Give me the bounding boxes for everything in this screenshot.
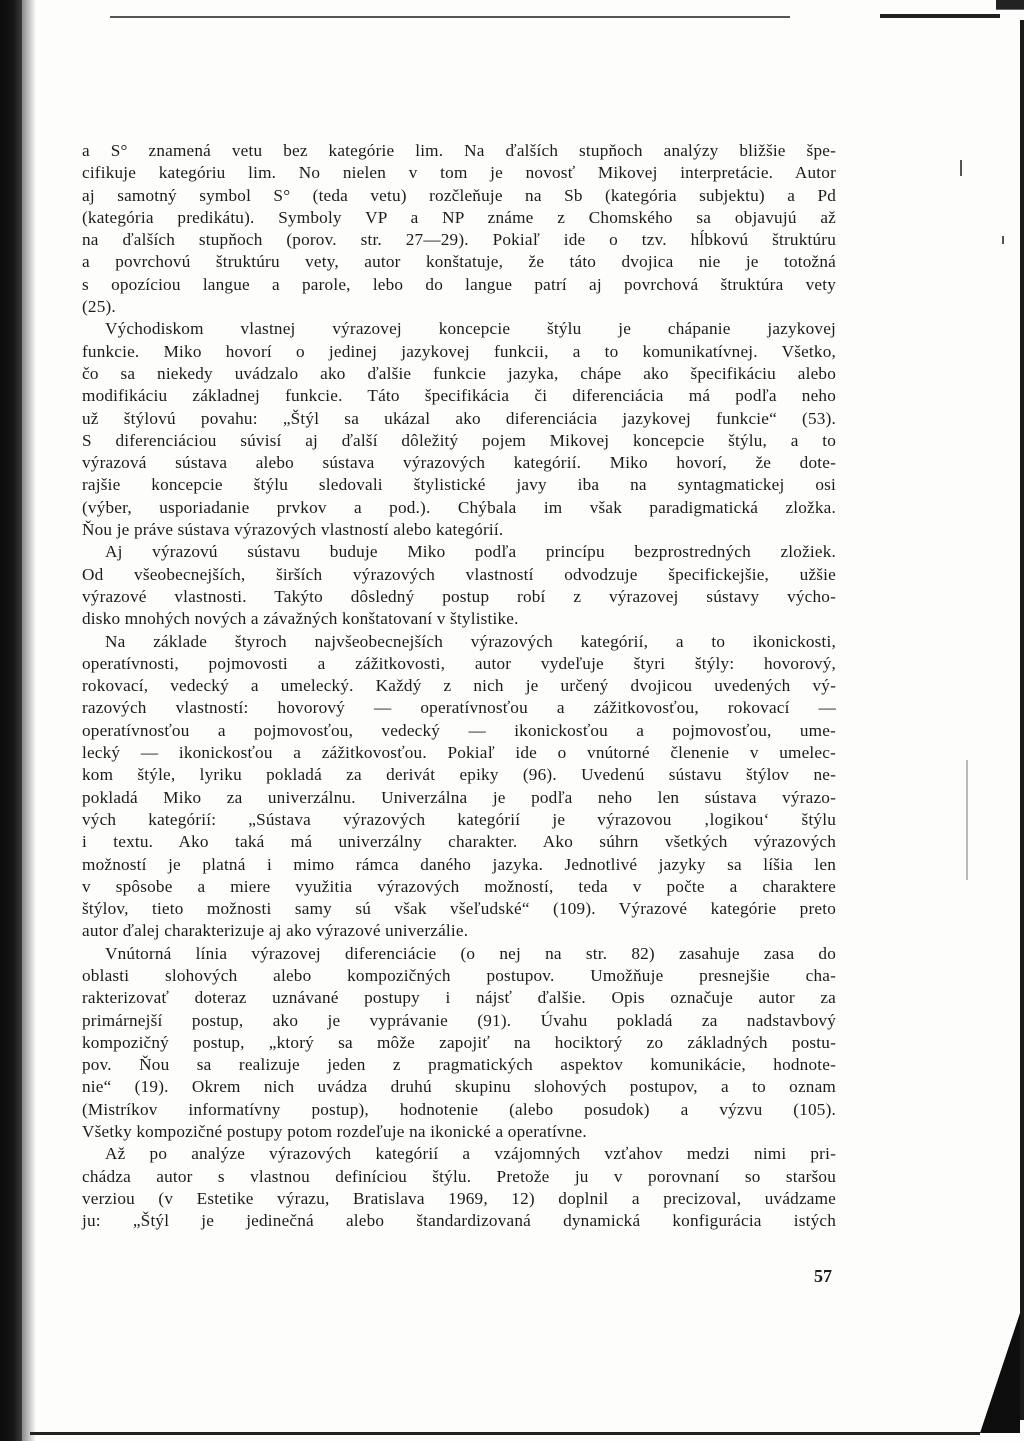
text-line: disko mnohých nových a závažných konštatovaní v štylistike. (82, 609, 519, 629)
text-line: Ňou je práve sústava výrazových vlastností alebo kategórií. (82, 520, 504, 540)
text-line: Od všeobecnejších, širších výrazových vlastností odvodzuje špecifickejšie, užšie (82, 564, 836, 584)
text-line: výrazová sústava alebo sústava výrazových kategórií. Miko hovorí, že dote- (82, 453, 836, 473)
text-line: operatívnosťou a pojmovosťou, vedecký — ikonickosťou a pojmovosťou, ume- (82, 720, 836, 740)
text-line: v spôsobe a miere využitia výrazových možností, teda v počte a charaktere (82, 876, 836, 896)
text-line: Na základe štyroch najvšeobecnejších výrazových kategórií, a to ikonickosti, (105, 631, 836, 651)
text-line: kompozičný postup, „ktorý sa môže zapojiť na hociktorý zo základných postu- (82, 1032, 836, 1052)
page-number: 57 (814, 1266, 832, 1286)
text-line: verziou (v Estetike výrazu, Bratislava 1969, 12) doplnil a precizoval, uvádzame (82, 1188, 836, 1208)
scan-edge-right (1020, 20, 1024, 1420)
text-line: oblasti slohových alebo kompozičných postupov. Umožňuje presnejšie cha- (82, 965, 836, 985)
scan-top-line (110, 16, 790, 18)
text-line: ju: „Štýl je jedinečná alebo štandardizovaná dynamická konfigurácia istých (82, 1211, 836, 1231)
text-line: výrazové vlastnosti. Takýto dôsledný postup robí z výrazovej sústavy výcho- (82, 586, 836, 606)
text-line: lecký — ikonickosťou a zážitkovosťou. Pokiaľ ide o vnútorné členenie v umelec- (82, 743, 836, 763)
text-line: s opozíciou langue a parole, lebo do langue patrí aj povrchová štruktúra vety (82, 274, 836, 294)
scan-edge-shadow (22, 0, 36, 1441)
text-line: S diferenciáciou súvisí aj ďalší dôležitý pojem Mikovej koncepcie štýlu, a to (82, 430, 836, 450)
text-line: Aj výrazovú sústavu buduje Miko podľa princípu bezprostredných zložiek. (105, 542, 836, 562)
text-line: i textu. Ako taká má univerzálny charakter. Ako súhrn všetkých výrazových (82, 832, 836, 852)
body-text (82, 140, 836, 1233)
text-line: možností je platná i mimo rámca daného jazyka. Jednotlivé jazyky sa líšia len (82, 854, 836, 874)
text-line: štýlov, tieto možnosti samy sú však všeľudské“ (109). Výrazové kategórie preto (82, 899, 836, 919)
text-line: rajšie koncepcie štýlu sledovali štylistické javy iba na syntagmatickej osi (82, 475, 836, 495)
text-line: Všetky kompozičné postupy potom rozdeľuje na ikonické a operatívne. (82, 1122, 587, 1142)
scan-edge-left (0, 0, 22, 1441)
text-line: rokovací, vedecký a umelecký. Každý z nich je určený dvojicou uvedených vý- (82, 676, 836, 696)
text-line: pokladá Miko za univerzálnu. Univerzálna je podľa neho len sústava výrazo- (82, 787, 836, 807)
text-line: čo sa niekedy uvádzalo ako ďalšie funkcie jazyka, chápe ako špecifikáciu alebo (82, 363, 836, 383)
text-line: rakterizovať doteraz uznávané postupy i nájsť ďalšie. Opis označuje autor za (82, 988, 836, 1008)
text-line: vých kategórií: „Sústava výrazových kategórií je výrazovou ‚logikou‘ štýlu (82, 809, 836, 829)
text-line: (kategória predikátu). Symboly VP a NP známe z Chomského sa objavujú až (82, 207, 836, 227)
text-line: (výber, usporiadanie prvkov a pod.). Chýbala im však paradigmatická zložka. (82, 497, 836, 517)
scan-bottom-line (30, 1432, 980, 1435)
text-line: a S° znamená vetu bez kategórie lim. Na ďalších stupňoch analýzy bližšie špe- (82, 141, 836, 160)
text-line: primárnejší postup, ako je vyprávanie (91). Úvahu pokladá za nadstavbový (82, 1010, 836, 1030)
text-line: chádza autor s vlastnou definíciou štýlu. Pretože ju v porovnaní so staršou (82, 1166, 836, 1186)
text-line: kom štýle, lyriku pokladá za derivát epiky (96). Uvedenú sústavu štýlov ne- (82, 765, 836, 785)
text-line: nie“ (19). Okrem nich uvádza druhú skupinu slohových postupov, a to oznam (82, 1077, 836, 1097)
scan-corner-shadow (980, 1313, 1020, 1433)
text-line: operatívnosti, pojmovosti a zážitkovosti, autor vydeľuje štyri štýly: hovorový, (82, 653, 836, 673)
text-line: razových vlastností: hovorový — operatívnosťou a zážitkovosťou, rokovací — (82, 698, 836, 718)
scan-speck (1002, 236, 1004, 244)
text-line: cifikuje kategóriu lim. No nielen v tom je novosť Mikovej interpretácie. Autor (82, 163, 836, 183)
scan-speck (966, 760, 968, 880)
text-line: modifikáciu základnej funkcie. Táto špecifikácia či diferenciácia má podľa neho (82, 386, 836, 406)
text-line: a povrchovú štruktúru vety, autor konštatuje, že táto dvojica nie je totožná (82, 252, 836, 272)
text-line: aj samotný symbol S° (teda vetu) rozčleňuje na Sb (kategória subjektu) a Pd (82, 185, 836, 205)
text-line: Až po analýze výrazových kategórií a vzájomných vzťahov medzi nimi pri- (105, 1144, 836, 1164)
text-line: Východiskom vlastnej výrazovej koncepcie štýlu je chápanie jazykovej (105, 319, 836, 339)
scan-speck (960, 160, 962, 176)
text-line: (Mistríkov informatívny postup), hodnotenie (alebo posudok) a výzvu (105). (82, 1099, 836, 1119)
scan-top-line-right (880, 14, 1000, 18)
text-line: (25). (82, 297, 116, 317)
text-line: funkcie. Miko hovorí o jedinej jazykovej funkcii, a to komunikatívnej. Všetko, (82, 341, 836, 361)
text-line: Vnútorná línia výrazovej diferenciácie (o nej na str. 82) zasahuje zasa do (105, 943, 836, 963)
text-line: už štýlovú povahu: „Štýl sa ukázal ako diferenciácia jazykovej funkcie“ (53). (82, 408, 836, 428)
text-line: na ďalších stupňoch (porov. str. 27—29). Pokiaľ ide o tzv. hĺbkovú štruktúru (82, 230, 836, 250)
text-line: autor ďalej charakterizuje aj ako výrazové univerzálie. (82, 921, 469, 941)
text-line: pov. Ňou sa realizuje jeden z pragmatických aspektov komunikácie, hodnote- (82, 1055, 836, 1075)
